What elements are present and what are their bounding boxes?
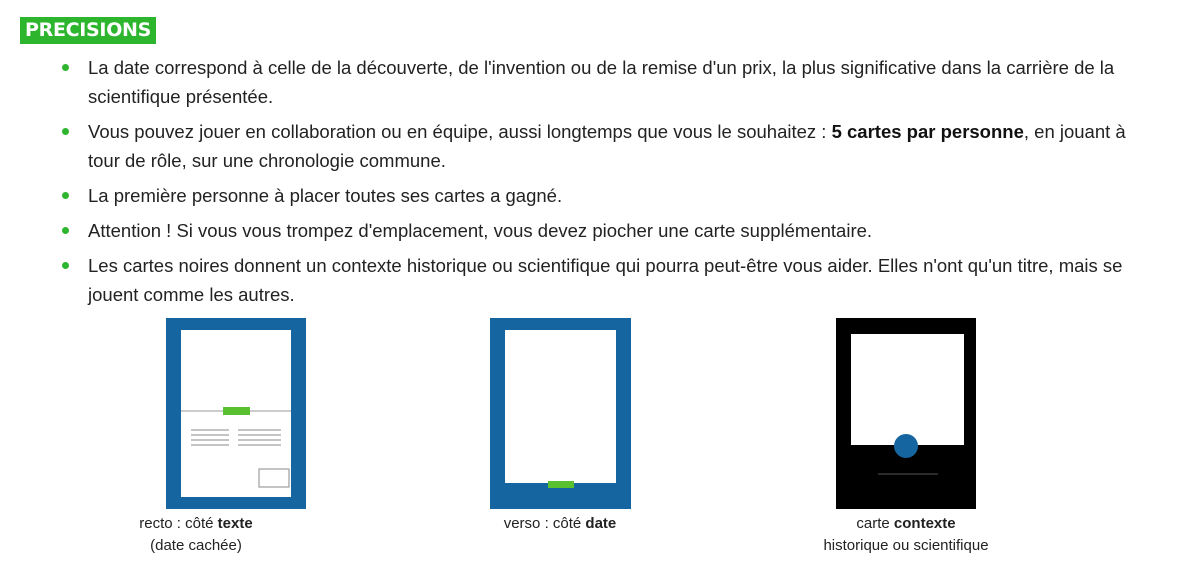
list-item [62,181,1162,210]
recto-card-illustration [166,318,306,509]
context-caption-line2: historique ou scientifique [823,537,989,554]
context-caption-line1 [786,513,1026,535]
recto-caption-line1 [106,513,286,535]
date-marker-green [223,407,250,415]
bullet-icon [62,128,69,135]
circle-marker [894,434,918,458]
bullet-icon [62,192,69,199]
list-item-text: Les cartes noires donnent un contexte historique ou scientifique qui pourra peut-être vous aider. Elles n'ont qu'un titre, mais se jouent comme les autres. [88,255,1123,305]
list-item-text: Attention ! Si vous vous trompez d'emplacement, vous devez piocher une carte supplémentaire. [88,220,873,241]
list-item [62,251,1162,309]
bullet-icon [62,64,69,71]
caption-prefix: verso : côté [503,515,586,532]
verso-caption [470,513,650,535]
card-face [505,330,616,483]
date-marker-green [548,481,574,488]
caption-bold: contexte [893,515,956,532]
list-item [62,216,1162,245]
verso-caption-line1 [470,513,650,535]
list-item [62,53,1162,111]
card-face [851,334,964,445]
recto-caption [106,513,286,557]
bullet-icon [62,262,69,269]
rules-list [62,53,1162,315]
caption-prefix: carte [856,515,894,532]
list-item-text: La première personne à placer toutes ses cartes a gagné. [88,185,563,206]
context-card-illustration [836,318,976,509]
list-item-text: , en jouant à tour de rôle, sur une chronologie commune. [88,121,1126,171]
list-item-text: Vous pouvez jouer en collaboration ou en équipe, aussi longtemps que vous le souhaitez : [88,121,832,142]
context-caption [786,513,1026,557]
recto-caption-line2: (date cachée) [150,537,242,554]
bullet-icon [62,227,69,234]
caption-bold: texte [217,515,253,532]
list-item-bold-text: 5 cartes par personne [831,121,1024,142]
caption-bold: date [585,515,617,532]
list-item [62,117,1162,175]
section-heading: PRECISIONS [20,17,156,44]
verso-card-illustration [490,318,631,509]
caption-prefix: recto : côté [139,515,218,532]
list-item-text: La date correspond à celle de la découverte, de l'invention ou de la remise d'un prix, la plus significative dans la carrière de la scientifique présentée. [88,57,1115,107]
